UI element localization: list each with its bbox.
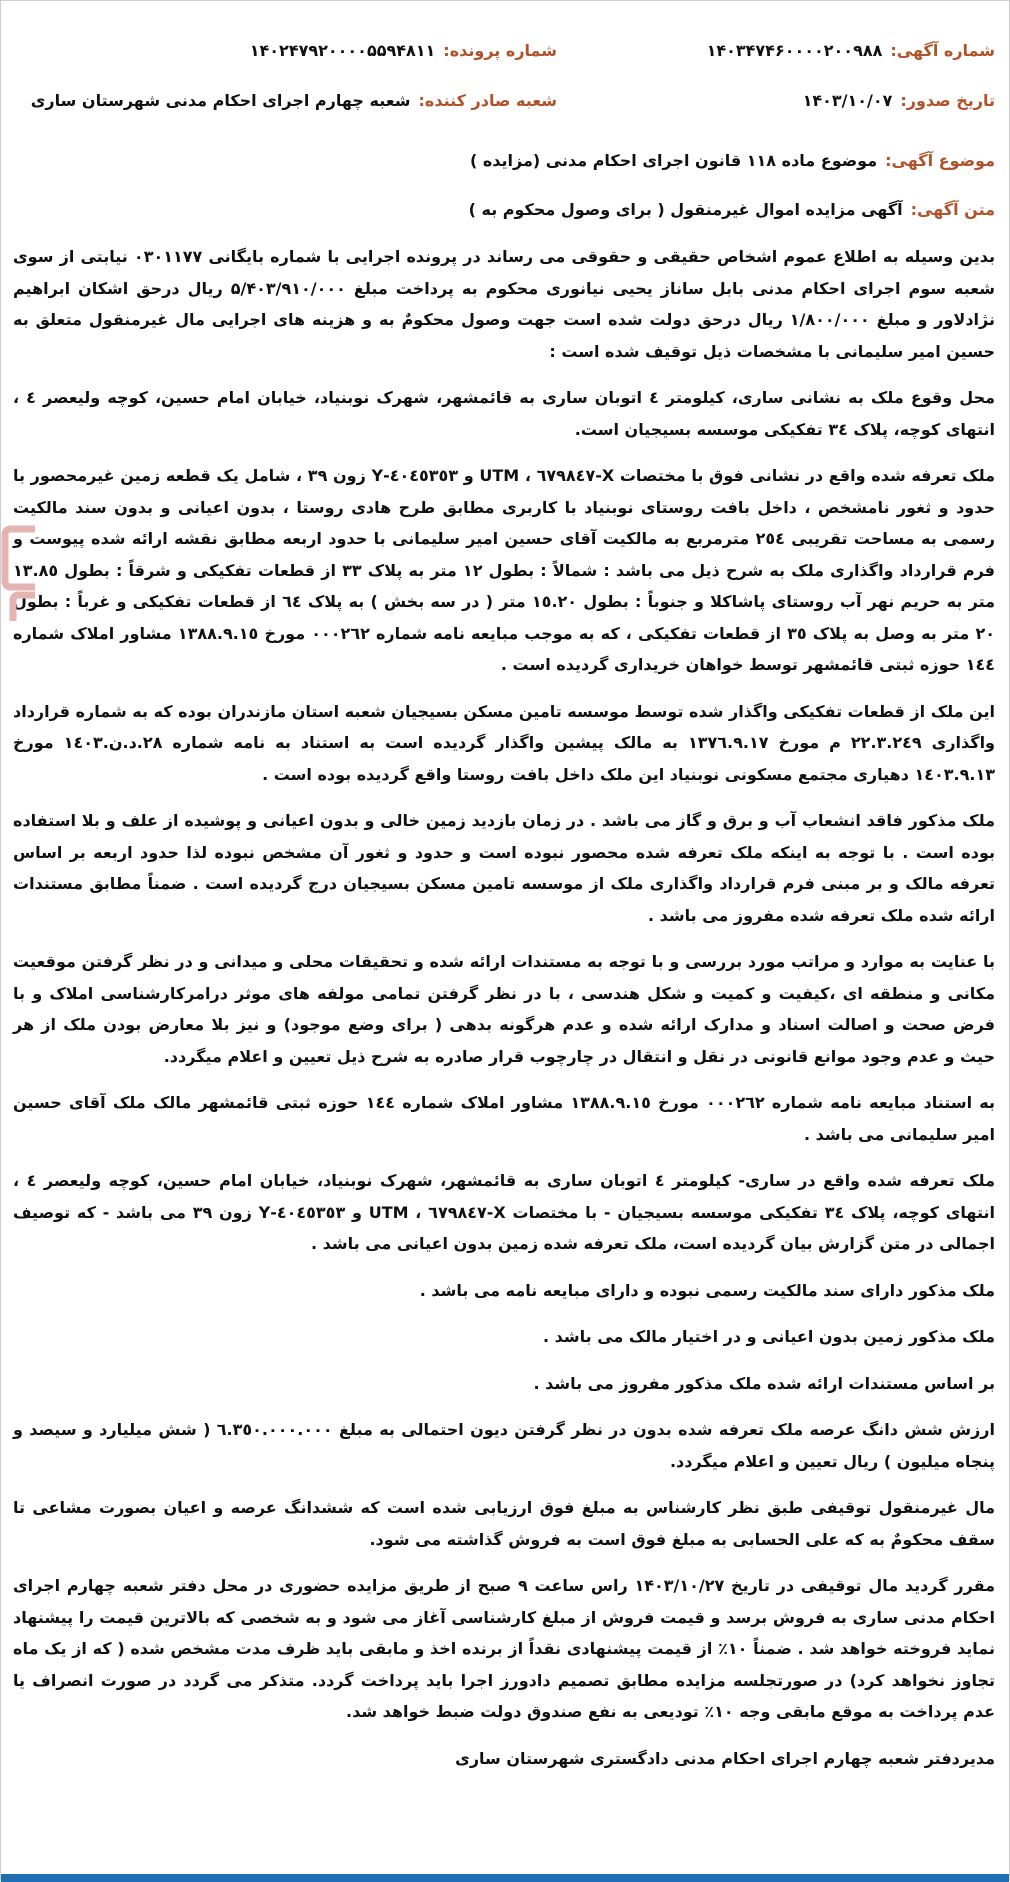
case-number-label: شماره پرونده: (443, 41, 557, 60)
notice-subject (15, 151, 995, 170)
issuing-branch-label: شعبه صادر کننده: (418, 91, 557, 110)
paragraph-property-description: ملک تعرفه شده واقع در نشانی فوق با مختصات X-٦٧٩٨٤٧ ، UTM و ٤٠٤٥٣٥٣-Y زون ٣٩ ، شامل یک قطعه زمین غیرمحصور با حدود و ثغور نامشخص ، داخل بافت روستای نوبنیاد با کاربری مطابق طرح هادی روستا ، بدون اعیانی و بدون سند مالکیت رسمی به مساحت تقریبی ٢٥٤ مترمربع به مالکیت آقای حسین امیر سلیمانی با حدود اربعه مطابق نقشه ارائه شده پیوست و فرم قرارداد واگذاری ملک به شرح ذیل می باشد : شمالاً : بطول ١٢ متر به پلاک ٣٣ از قطعات تفکیکی و شرقاً : بطول ١٣.٨٥ متر به حریم نهر آب روستای پاشاکلا و جنوباً : بطول ١٥.٢٠ متر ( در سه بخش ) به پلاک ٦٤ از قطعات تفکیکی و غرباً : بطول ٢٠ متر به وصل به پلاک ٣٥ از قطعات تفکیکی ، که به موجب مبایعه نامه شماره ٠٠٠٢٦٢ مورخ ١٣٨٨.٩.١٥ مشاور املاک شماره ١٤٤ حوزه ثبتی قائمشهر توسط خواهان خریداری گردیده است . (13, 466, 996, 674)
notice-text-title (15, 200, 995, 219)
paragraph-signature: مدیردفتر شعبه چهارم اجرای احکام مدنی دادگستری شهرستان ساری (455, 1748, 995, 1768)
issue-date (803, 91, 995, 110)
notice-number (707, 41, 995, 60)
case-number-value: ۱۴۰۲۴۷۹۲۰۰۰۰۵۵۹۴۸۱۱ (249, 41, 436, 60)
paragraph-location: محل وقوع ملک به نشانی ساری، کیلومتر ٤ اتوبان ساری به قائمشهر، شهرک نوبنیاد، خیابان امام حسین، کوچه ولیعصر ٤ ، انتهای کوچه، پلاک ٣٤ تفکیکی موسسه بسیجیان است. (13, 388, 996, 439)
paragraph-valuation: ارزش شش دانگ عرصه ملک تعرفه شده بدون در نظر گرفتن دیون احتمالی به مبلغ ٦.٣٥٠.٠٠٠.٠٠٠ ( شش میلیارد و سیصد و پنجاه میلیون ) ریال تعیین و اعلام میگردد. (13, 1420, 995, 1471)
header-row-2 (1, 91, 1009, 125)
paragraph-sale-terms: مال غیرمنقول توقیفی طبق نظر کارشناس به مبلغ فوق ارزیابی شده است که ششدانگ عرصه و اعیان بصورت مشاعی تا سقف محکومٌ به که علی الحسابی به مبلغ فوق است به فروش گذاشته می شود. (13, 1498, 995, 1549)
issuing-branch (31, 91, 557, 110)
notice-number-label: شماره آگهی: (890, 41, 995, 60)
case-number (250, 41, 557, 60)
notice-text-value: آگهی مزایده اموال غیرمنقول ( برای وصول محکوم به ) (468, 200, 903, 219)
paragraph-appraisal-basis: با عنایت به موارد و مراتب مورد بررسی و با توجه به مستندات ارائه شده و تحقیقات محلی و میدانی و در نظر گرفتن موقعیت مکانی و منطقه ای ،کیفیت و کمیت و شکل هندسی ، با در نظر گرفتن تمامی مولفه های موثر درامرکارشناسی املاک و با فرض صحت و اصالت اسناد و مدارک ارائه شده و عدم هرگونه بدهی ( برای وضع موجود) و نیز بلا معارض بودن ملک از هر حیث و عدم وجود موانع قانونی در نقل و انتقال در چارچوب قرار صادره به شرح ذیل تعیین و اعلام میگردد. (13, 952, 995, 1066)
header-row-1 (1, 41, 1009, 75)
notice-body (13, 241, 995, 1789)
notice-subject-value: موضوع ماده ۱۱۸ قانون اجرای احکام مدنی (مزایده ) (469, 151, 878, 170)
notice-number-value: ۱۴۰۳۴۷۴۶۰۰۰۰۲۰۰۹۸۸ (706, 41, 883, 60)
paragraph-partition: بر اساس مستندات ارائه شده ملک مذکور مفروز می باشد . (533, 1373, 995, 1393)
notice-subject-label: موضوع آگهی: (885, 151, 995, 170)
paragraph-intro: بدین وسیله به اطلاع عموم اشخاص حقیقی و حقوقی می رساند در پرونده اجرایی با شماره بایگانی ۰۳۰۱۱۷۷ نیابتی از سوی شعبه سوم اجرای احکام مدنی بابل ساناز یحیی نیانوری محکوم به پرداخت مبلغ ۵/۴۰۳/۹۱۰/۰۰۰ ریال درحق اشکان ابراهیم نژادلاور و مبلغ ۱/۸۰۰/۰۰۰ ریال درحق دولت شده است جهت وصول محکومٌ به و هزینه های اجرایی مال غیرمنقول متعلق به حسین امیر سلیمانی با مشخصات ذیل توقیف شده است : (13, 247, 996, 361)
issue-date-label: تاریخ صدور: (900, 91, 995, 110)
paragraph-property-summary: ملک تعرفه شده واقع در ساری- کیلومتر ٤ اتوبان ساری به قائمشهر، شهرک نوبنیاد، خیابان امام حسین، کوچه ولیعصر ٤ ، انتهای کوچه، پلاک ٣٤ تفکیکی موسسه بسیجیان - با مختصات X-٦٧٩٨٤٧ ، UTM و ٤٠٤٥٣٥٣-Y زون ٣٩ می باشد - که توصیف اجمالی در متن گزارش بیان گردیده است، ملک تعرفه شده زمین بدون اعیانی می باشد . (13, 1171, 996, 1253)
issue-date-value: ۱۴۰۳/۱۰/۰۷ (802, 91, 893, 110)
paragraph-auction-schedule: مقرر گردید مال توقیفی در تاریخ ۱۴۰۳/۱۰/۲۷ راس ساعت ۹ صبح از طریق مزایده حضوری در محل دفتر شعبه چهارم اجرای احکام مدنی ساری به فروش برسد و قیمت فروش از مبلغ کارشناسی آغاز می شود و به شخصی که بالاترین قیمت را پیشنهاد نماید فروخته خواهد شد . ضمناً ۱۰٪ از قیمت پیشنهادی نقداً از برنده اخذ و مابقی باید ظرف مدت مشخص شده ( که از یک ماه تجاوز نخواهد کرد) در صورتجلسه مزایده مطابق تصمیم دادورز اجرا باید پرداخت گردد. متذکر می گردد در صورت انصراف یا عدم پرداخت به موقع مابقی وجه ۱۰٪ تودیعی به نفع صندوق دولت ضبط خواهد شد. (13, 1576, 996, 1721)
paragraph-deed-status: ملک مذکور دارای سند مالکیت رسمی نبوده و دارای مبایعه نامه می باشد . (419, 1280, 995, 1300)
paragraph-possession: ملک مذکور زمین بدون اعیانی و در اختیار مالک می باشد . (543, 1327, 995, 1346)
paragraph-utilities: ملک مذکور فاقد انشعاب آب و برق و گاز می باشد . در زمان بازدید زمین خالی و بدون اعیانی و پوشیده از علف و بلا استفاده بوده است . با توجه به اینکه ملک تعرفه شده محصور نبوده است و حدود و ثغور آن مشخص نبوده لذا حدود اربعه بر اساس تعرفه مالک و بر مبنی فرم قرارداد واگذاری ملک از موسسه تامین مسکن بسیجیان درج گردیده است . ضمناً مطابق مستندات ارائه شده ملک تعرفه شده مفروز می باشد . (13, 811, 995, 925)
paragraph-ownership: به استناد مبایعه نامه شماره ٠٠٠٢٦٢ مورخ ١٣٨٨.٩.١٥ مشاور املاک شماره ١٤٤ حوزه ثبتی قائمشهر مالک ملک آقای حسین امیر سلیمانی می باشد . (13, 1093, 995, 1144)
issuing-branch-value: شعبه چهارم اجرای احکام مدنی شهرستان ساری (30, 91, 411, 110)
paragraph-allocation: این ملک از قطعات تفکیکی واگذار شده توسط موسسه تامین مسکن بسیجیان شعبه استان مازندران بوده که به شماره قرارداد واگذاری ٢٢.٣.٢٤٩ م مورخ ١٣٧٦.٩.١٧ به مالک پیشین واگذار گردیده است به استناد به نامه شماره ٢٨.د.ن.١٤٠٣ مورخ ١٤٠٣.٩.١٣ دهیاری مجتمع مسکونی نوبنیاد این ملک داخل بافت روستا واقع گردیده بوده است . (13, 701, 996, 784)
watermark-logo-icon (1, 521, 41, 631)
notice-text-label: متن آگهی: (910, 200, 995, 219)
